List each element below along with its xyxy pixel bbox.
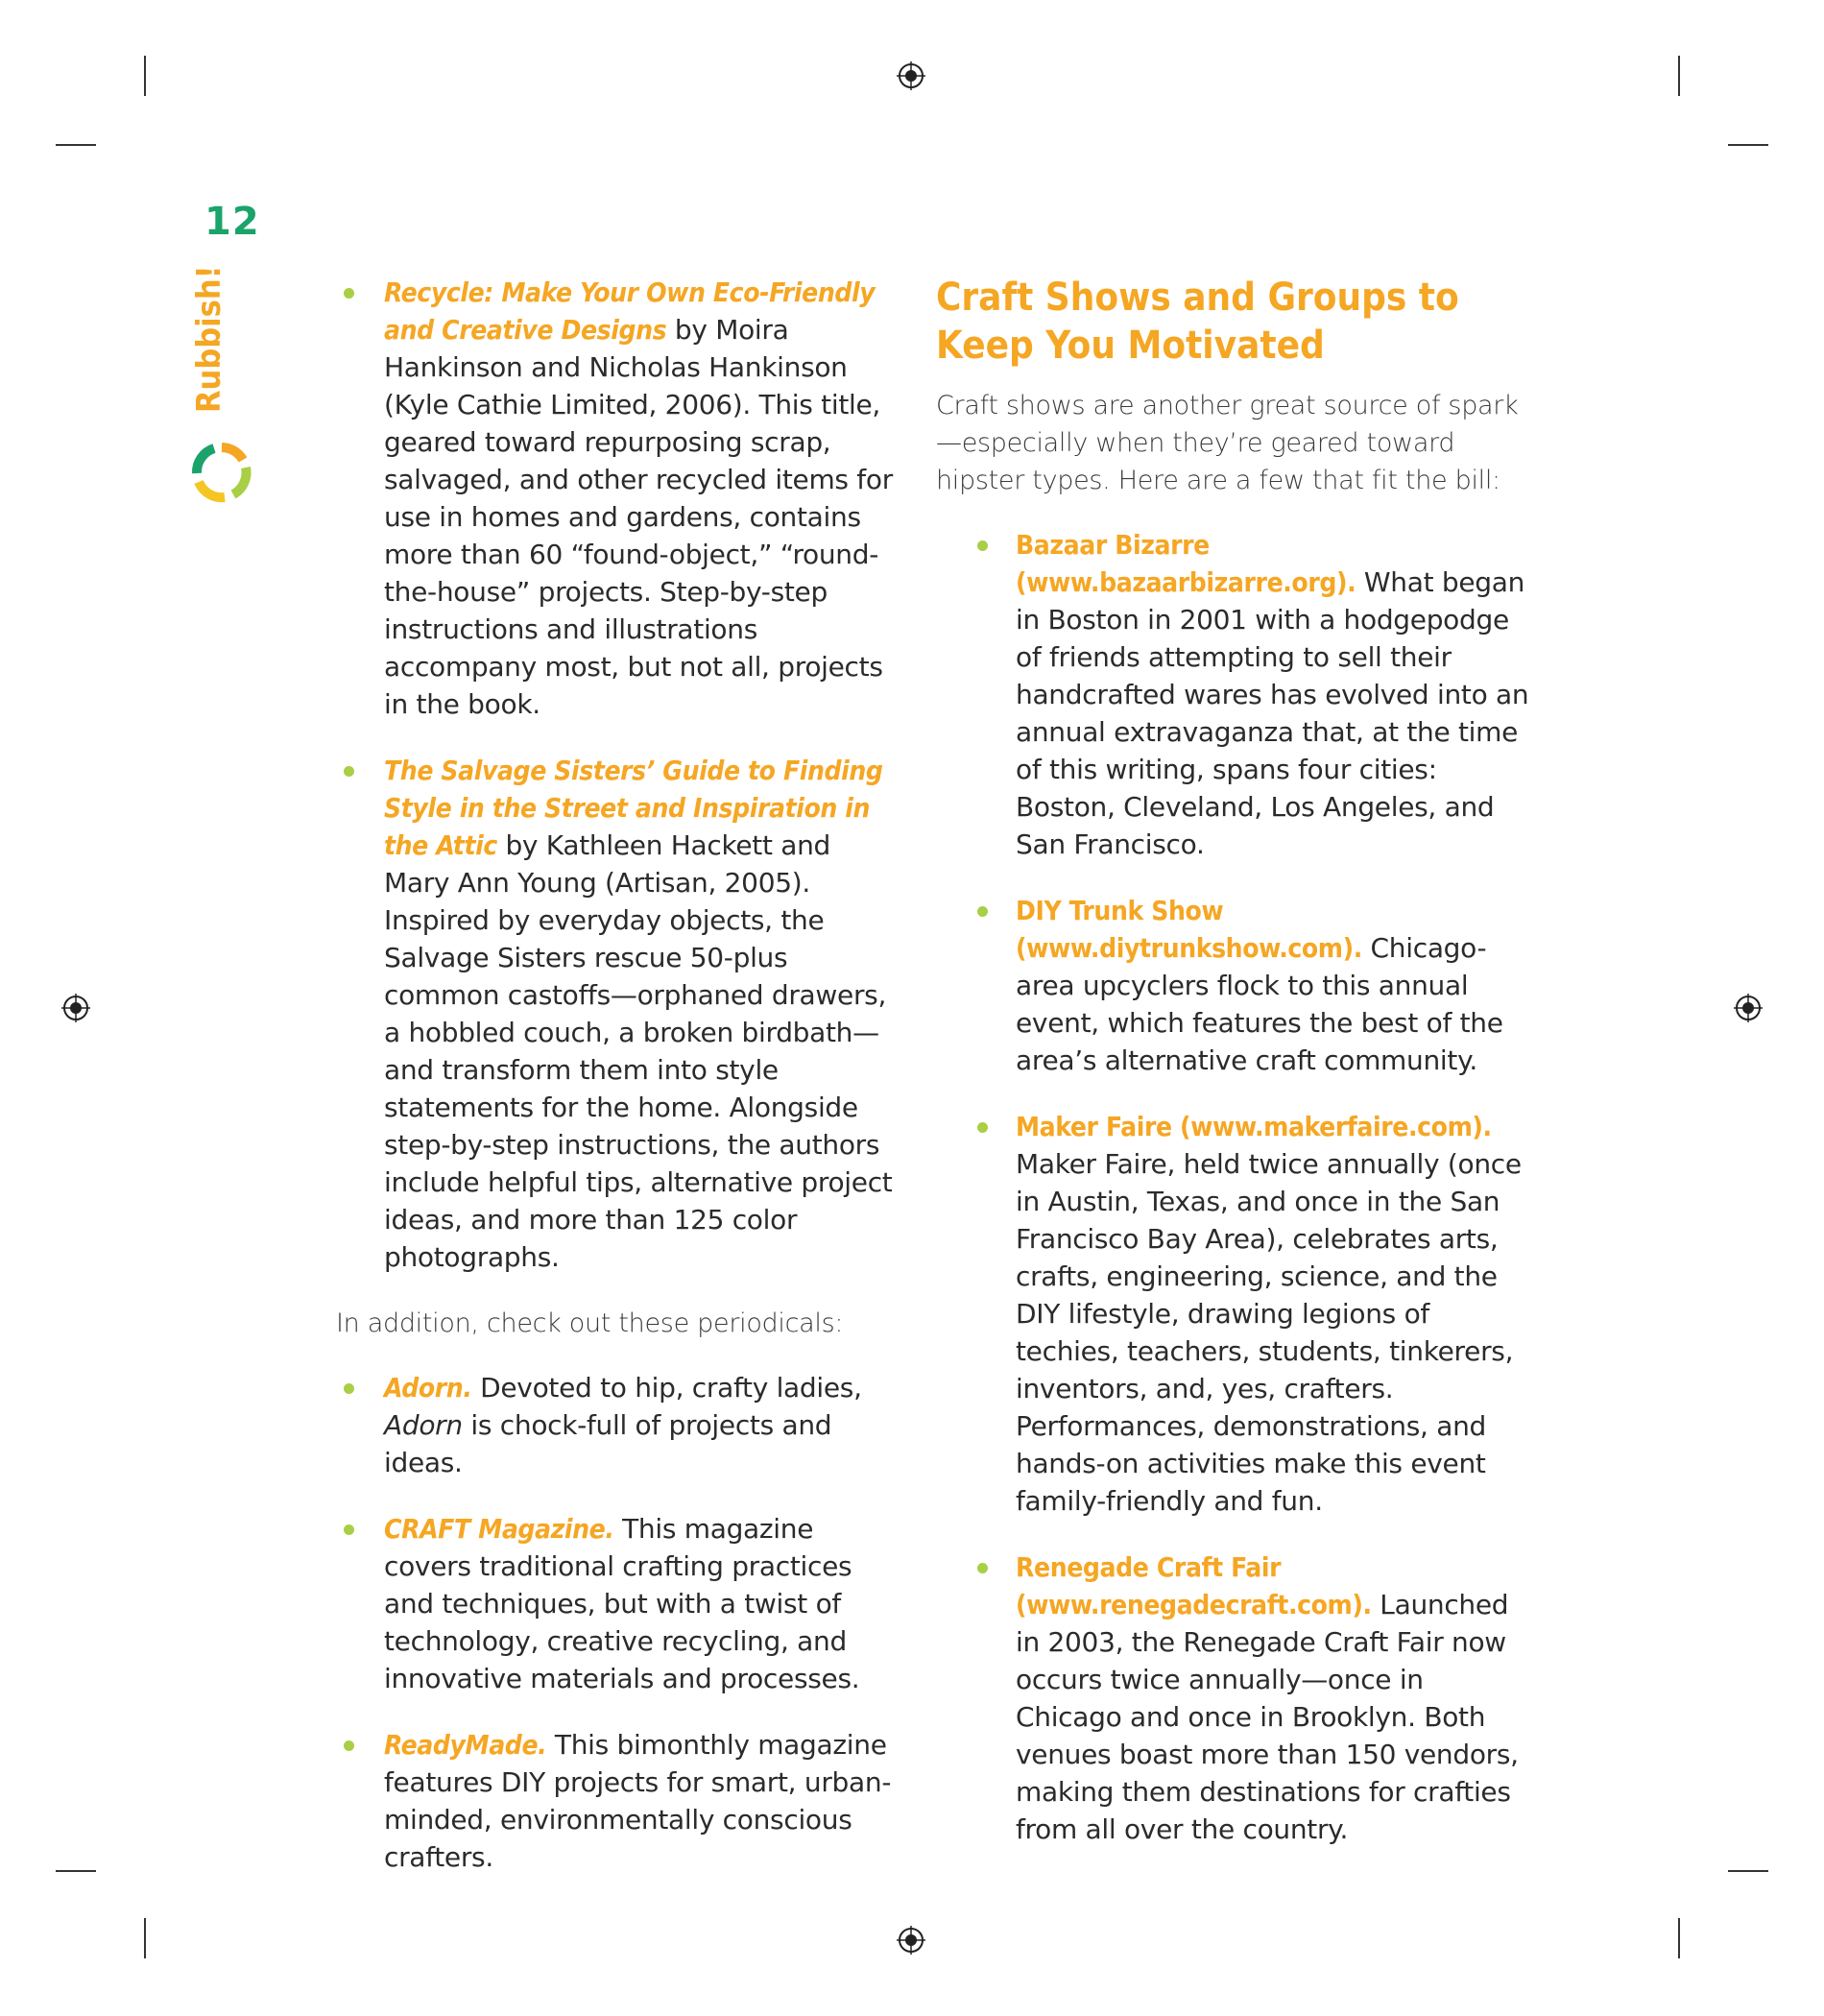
- crop-mark: [1728, 1870, 1768, 1872]
- craft-show-title: Bazaar Bizarre (www.bazaarbizarre.org).: [1016, 529, 1356, 598]
- periodical-title: Adorn.: [384, 1372, 472, 1404]
- section-title: Craft Shows and Groups to Keep You Motivated: [936, 276, 1459, 368]
- craft-show-title: Renegade Craft Fair (www.renegadecraft.com).: [1016, 1551, 1372, 1620]
- craft-show-description: Maker Faire, held twice annually (once in Austin, Texas, and once in the San Francisco Bay Area), celebrates arts, crafts, engineering, science, and the DIY lifestyle, drawing legions of techies, teachers, students, tinkerers, inventors, and, yes, crafters. Performances, demonstrations, and hands-on activities make this event family-friendly and fun.: [1016, 1148, 1522, 1517]
- left-column: [336, 274, 902, 1905]
- craft-show-list-item: [936, 892, 1531, 1079]
- craft-show-description: Launched in 2003, the Renegade Craft Fair now occurs twice annually—once in Chicago and once in Brooklyn. Both venues boast more than 150 vendors, making them destinations for crafties from all over the country.: [1016, 1589, 1519, 1845]
- bullet-icon: [344, 288, 354, 299]
- bullet-icon: [344, 1524, 354, 1535]
- registration-mark-icon: [1734, 994, 1763, 1022]
- page-number: 12: [204, 200, 260, 244]
- periodical-description-end: is chock-full of projects and ideas.: [384, 1409, 832, 1478]
- bullet-icon: [977, 1122, 988, 1133]
- periodical-name-italic: Adorn: [384, 1409, 463, 1441]
- periodical-list-item: [336, 1510, 902, 1697]
- right-column: [936, 274, 1531, 1877]
- periodical-list-item: [336, 1726, 902, 1876]
- crop-mark: [56, 1870, 96, 1872]
- book-title: The Salvage Sisters’ Guide to Finding Style in the Street and Inspiration in the Attic: [384, 755, 883, 861]
- crop-mark: [1678, 1918, 1680, 1958]
- running-head: Rubbish!: [190, 265, 228, 413]
- bullet-icon: [977, 540, 988, 551]
- craft-show-list-item: [936, 526, 1531, 863]
- craft-show-description: What began in Boston in 2001 with a hodgepodge of friends attempting to sell their handcrafted wares has evolved into an annual extravaganza that, at the time of this writing, spans four cities: Boston, Cleveland, Los Angeles, and San Francisco.: [1016, 566, 1529, 860]
- crop-mark: [144, 1918, 146, 1958]
- bullet-icon: [344, 1740, 354, 1751]
- bullet-icon: [344, 766, 354, 777]
- craft-show-title: Maker Faire (www.makerfaire.com).: [1016, 1111, 1492, 1142]
- periodical-list-item: [336, 1369, 902, 1481]
- periodical-description: Devoted to hip, crafty ladies,: [471, 1372, 862, 1404]
- registration-mark-icon: [61, 994, 90, 1022]
- book-description: by Kathleen Hackett and Mary Ann Young (Artisan, 2005). Inspired by everyday objects, the Salvage Sisters rescue 50-plus common castoffs—orphaned drawers, a hobbled couch, a broken birdbath—and transform them into style statements for the home. Alongside step-by-step instructions, the authors include helpful tips, alternative project ideas, and more than 125 color photographs.: [384, 829, 893, 1273]
- recycle-icon: [191, 442, 252, 503]
- periodicals-intro: In addition, check out these periodicals:: [336, 1308, 844, 1338]
- periodical-description: This magazine covers traditional crafting practices and techniques, but with a twist of technology, creative recycling, and innovative materials and processes.: [384, 1513, 860, 1694]
- crop-mark: [144, 56, 146, 96]
- crop-mark: [56, 144, 96, 146]
- book-list-item: [336, 752, 902, 1276]
- bullet-icon: [977, 1563, 988, 1573]
- registration-mark-icon: [897, 61, 925, 90]
- craft-show-list-item: [936, 1108, 1531, 1520]
- periodical-title: CRAFT Magazine.: [384, 1513, 614, 1545]
- craft-show-title: DIY Trunk Show (www.diytrunkshow.com).: [1016, 895, 1362, 964]
- craft-show-list-item: [936, 1548, 1531, 1848]
- bullet-icon: [344, 1383, 354, 1394]
- periodical-description: This bimonthly magazine features DIY projects for smart, urban-minded, environmentally conscious crafters.: [384, 1729, 892, 1873]
- crop-mark: [1728, 144, 1768, 146]
- bullet-icon: [977, 906, 988, 917]
- section-intro: Craft shows are another great source of spark—especially when they’re geared toward hipster types. Here are a few that fit the bill:: [936, 391, 1519, 495]
- periodical-title: ReadyMade.: [384, 1729, 547, 1761]
- registration-mark-icon: [897, 1926, 925, 1955]
- book-title: Recycle: Make Your Own Eco-Friendly and Creative Designs: [384, 276, 876, 346]
- book-description: by Moira Hankinson and Nicholas Hankinson (Kyle Cathie Limited, 2006). This title, geared toward repurposing scrap, salvaged, and other recycled items for use in homes and gardens, contains more than 60 “found-object,” “round-the-house” projects. Step-by-step instructions and illustrations accompany most, but not all, projects in the book.: [384, 314, 893, 720]
- crop-mark: [1678, 56, 1680, 96]
- craft-show-description: Chicago-area upcyclers flock to this annual event, which features the best of the area’s alternative craft community.: [1016, 932, 1503, 1076]
- book-list-item: [336, 274, 902, 723]
